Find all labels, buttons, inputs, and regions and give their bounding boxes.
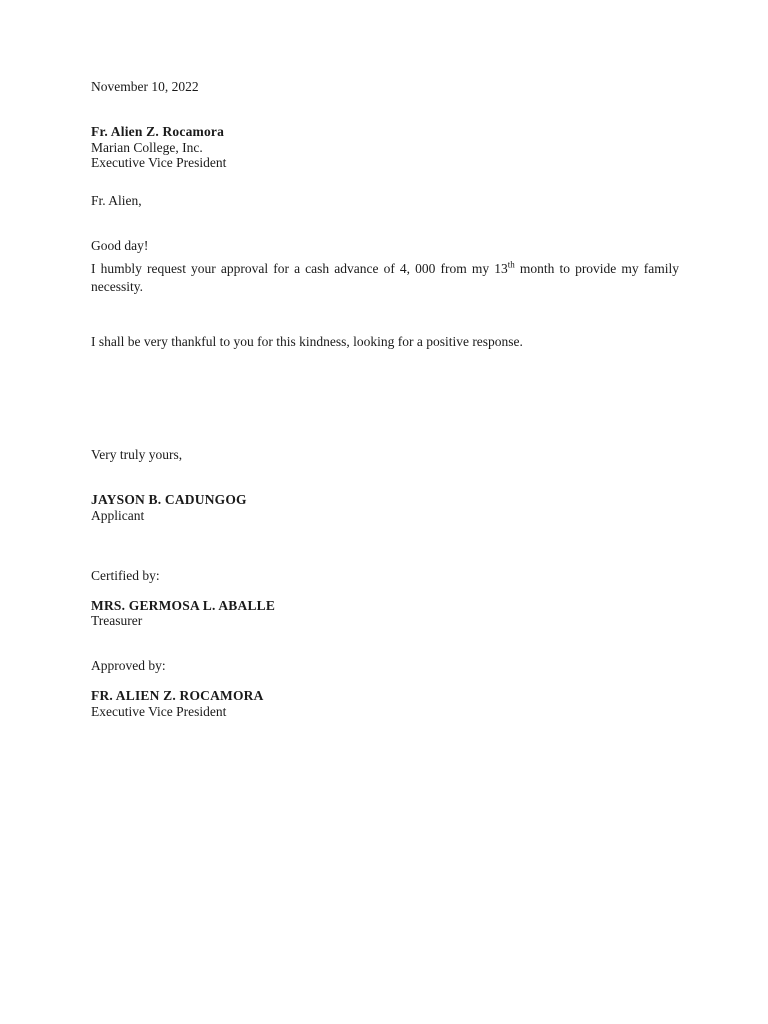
approved-by-label: Approved by: [91, 658, 166, 673]
thanks-paragraph: I shall be very thankful to you for this kindness, looking for a positive response. [91, 334, 523, 349]
recipient-name: Fr. Alien Z. Rocamora [91, 124, 225, 139]
recipient-title: Executive Vice President [91, 155, 227, 170]
request-text-before: I humbly request your approval for a cash advance of 4, 000 from my 13 [91, 261, 508, 276]
applicant-name: JAYSON B. CADUNGOG [91, 492, 247, 507]
applicant-role: Applicant [91, 508, 145, 523]
request-superscript: th [507, 259, 515, 270]
greeting: Good day! [91, 238, 149, 253]
salutation: Fr. Alien, [91, 193, 142, 208]
certifier-role: Treasurer [91, 613, 143, 628]
certifier-name: MRS. GERMOSA L. ABALLE [91, 598, 276, 613]
letter-date: November 10, 2022 [91, 79, 199, 94]
request-text-after: month to provide my family necessity. [91, 261, 680, 294]
certified-by-label: Certified by: [91, 568, 160, 583]
closing: Very truly yours, [91, 447, 183, 462]
request-paragraph [91, 260, 679, 296]
approver-name: FR. ALIEN Z. ROCAMORA [91, 688, 264, 703]
recipient-organization: Marian College, Inc. [91, 140, 203, 155]
approver-role: Executive Vice President [91, 704, 227, 719]
